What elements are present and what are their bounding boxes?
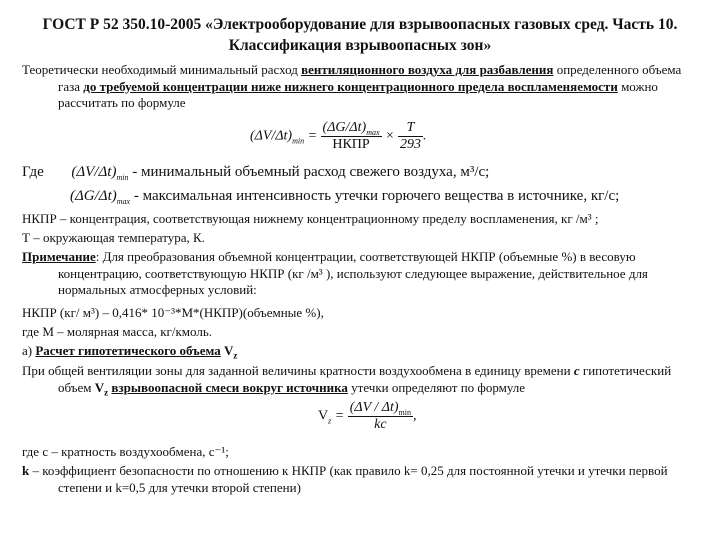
vz-var: V bbox=[94, 379, 105, 395]
intro-paragraph bbox=[22, 62, 706, 112]
formula2-num-sub: min bbox=[398, 407, 411, 417]
note-text: : Для преобразования объемной концентрации, соответствующей НКПР (объемные %) в весовую концентрацию, соответствующую НКПР (кг /м³ ), используют следующее выражение, действительное для нормальных атмосферных условий: bbox=[58, 249, 648, 297]
where-line-2 bbox=[70, 188, 706, 205]
formula1-times: × bbox=[385, 128, 395, 144]
where-symbol-2-sub: max bbox=[116, 197, 131, 206]
where-label: Где bbox=[22, 164, 44, 180]
vz-var-sub: z bbox=[104, 387, 109, 398]
formula1-lhs-sub: min bbox=[292, 136, 305, 146]
formula-min-flow bbox=[250, 120, 426, 153]
vz-text-4: утечки определяют по формуле bbox=[347, 379, 526, 395]
section-a-var-sub: z bbox=[233, 350, 238, 361]
intro-text-2: определенного объема газа bbox=[58, 62, 682, 94]
vz-paragraph bbox=[22, 363, 706, 396]
vz-text-1: При общей вентиляции зоны для заданной величины кратности воздухообмена в единицу времени bbox=[22, 363, 574, 378]
intro-underline-2: до требуемой концентрации ниже нижнего концентрационного предела воспламеняемости bbox=[83, 78, 618, 94]
intro-text-1: Теоретически необходимый минимальный расход bbox=[22, 62, 302, 77]
k-text: – коэффициент безопасности по отношению к НКПР (как правило k= 0,25 для постоянной утечки и утечки первой степени и k=0,5 для утечки второй степени) bbox=[29, 463, 668, 495]
formula1-den1: НКПР bbox=[332, 137, 370, 152]
section-a-title: Расчет гипотетического объема bbox=[35, 343, 221, 358]
c-definition: где с – кратность воздухообмена, с⁻¹; bbox=[22, 444, 229, 459]
formula1-eq: = bbox=[307, 128, 318, 144]
formula1-end: . bbox=[422, 128, 427, 144]
where-symbol-2: (ΔG/Δt) bbox=[70, 188, 117, 204]
formula2-lhs: V bbox=[318, 408, 329, 424]
title-line-2: Классификация взрывоопасных зон» bbox=[228, 37, 492, 54]
document-title bbox=[20, 14, 700, 56]
note-paragraph bbox=[22, 249, 706, 299]
section-a-var: V bbox=[220, 343, 234, 358]
where-line-1 bbox=[22, 164, 706, 181]
formula2-num: (ΔV / Δt) bbox=[349, 400, 399, 415]
formula-vz bbox=[318, 400, 417, 433]
formula2-fraction bbox=[348, 400, 413, 433]
intro-underline-1: вентиляционного воздуха для разбавления bbox=[301, 62, 554, 77]
formula1-num2: T bbox=[398, 120, 423, 137]
where-symbol-1-sub: min bbox=[116, 173, 129, 182]
formula2-eq: = bbox=[334, 408, 345, 424]
note-label: Примечание bbox=[22, 249, 96, 264]
k-definition bbox=[22, 463, 706, 496]
section-a-prefix: а) bbox=[22, 343, 36, 358]
where-desc-1: - минимальный объемный расход свежего воздуха, м³/с; bbox=[128, 164, 490, 180]
vz-c: с bbox=[573, 363, 580, 378]
formula1-lhs: (ΔV/Δt) bbox=[250, 128, 293, 144]
formula1-fraction-1 bbox=[321, 120, 382, 153]
where-symbol-1: (ΔV/Δt) bbox=[71, 164, 117, 180]
formula1-den2: 293 bbox=[399, 137, 421, 152]
formula1-num1-sub: max bbox=[366, 127, 380, 137]
formula2-end: , bbox=[413, 408, 417, 424]
formula2-den: kc bbox=[374, 417, 387, 432]
section-a-heading bbox=[22, 343, 706, 360]
title-line-1: ГОСТ Р 52 350.10-2005 «Электрооборудование для взрывоопасных газовых сред. Часть 10. bbox=[42, 16, 678, 33]
vz-text-2: гипотетический объем bbox=[58, 363, 672, 395]
formula2-lhs-sub: z bbox=[328, 416, 332, 426]
formula1-fraction-2 bbox=[398, 120, 423, 153]
molar-mass-definition: где М – молярная масса, кг/кмоль. bbox=[22, 324, 213, 339]
where-desc-2: - максимальная интенсивность утечки горючего вещества в источнике, кг/с; bbox=[130, 188, 620, 204]
vz-underline: взрывоопасной смеси вокруг источника bbox=[111, 379, 348, 395]
formula1-num1: (ΔG/Δt) bbox=[322, 120, 367, 135]
k-symbol: k bbox=[22, 463, 30, 478]
nkpr-definition: НКПР – концентрация, соответствующая нижнему концентрационному пределу воспламенения, кг /м³ ; bbox=[22, 211, 599, 226]
nkpr-conversion-formula: НКПР (кг/ м³) – 0,416* 10⁻³*М*(НКПР)(объемные %), bbox=[22, 305, 324, 320]
intro-text-3: можно рассчитать по формуле bbox=[58, 78, 658, 110]
temperature-definition: Т – окружающая температура, К. bbox=[22, 230, 205, 245]
